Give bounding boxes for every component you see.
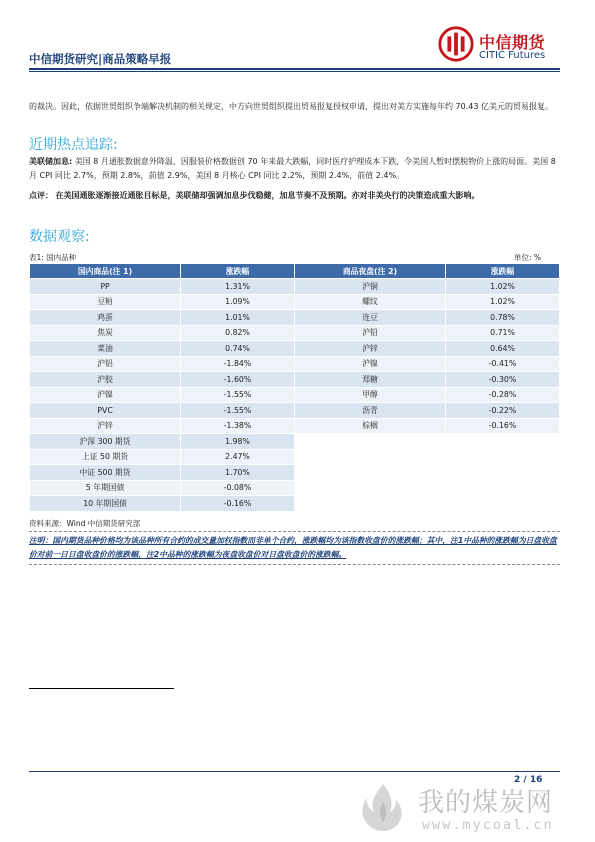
night-change-cell [446,449,560,465]
night-commodity-cell: 甲醇 [294,387,445,403]
table-note: 注明：国内期货品种价格均为该品种所有合约的成交量加权指数而非单个合约，涨跌幅均为该指数收盘价的涨跌幅；其中，注1中品种的涨跌幅为日盘收盘价对前一日日盘收盘价的涨跌幅，注2中品种的涨跌幅为夜盘收盘价对日盘收盘价的涨跌幅。 [29,536,557,559]
citic-futures-logo [437,25,567,65]
domestic-commodity-cell: PP [30,279,181,295]
night-commodity-cell: 连豆 [294,310,445,326]
domestic-change-cell: 1.98% [181,434,295,450]
domestic-commodity-cell: 沪铝 [30,356,181,372]
report-header-title: 中信期货研究|商品策略早报 [29,52,172,66]
night-change-cell: 0.64% [446,341,560,357]
table-unit: 单位: % [514,253,542,262]
night-change-cell [446,480,560,496]
coal-flame-icon [352,780,414,835]
comment-text: 在美国通胀逐渐接近通胀目标是，美联储却强调加息步伐稳健，加息节奏不及预期。亦对非美央行的决策造成重大影响。 [55,191,480,200]
night-change-cell: 1.02% [446,279,560,295]
logo-chinese-name: 中信期货 [479,33,546,52]
night-change-cell: -0.28% [446,387,560,403]
header-rule [29,68,560,70]
night-commodity-cell: 沪镍 [294,356,445,372]
table-row [30,449,560,465]
domestic-change-cell: 0.82% [181,325,295,341]
intro-paragraph: 的裁决。因此，依据世贸组织争端解决机制的相关规定，中方向世贸组织提出贸易报复授权申请，提出对美方实施每年约 70.43 亿美元的贸易报复。 [29,102,553,111]
night-change-cell: 1.02% [446,294,560,310]
night-commodity-cell [294,496,445,512]
domestic-commodity-cell: 菜油 [30,341,181,357]
table-row [30,403,560,419]
night-commodity-cell [294,465,445,481]
watermark-site-name: 我的煤炭网 [418,788,554,818]
night-commodity-cell: 沪铜 [294,279,445,295]
header-rule-thin [29,71,560,72]
table-caption: 表1: 国内品种 [29,253,77,262]
night-change-cell [446,434,560,450]
night-change-cell: 0.78% [446,310,560,326]
table-row [30,294,560,310]
table-row [30,310,560,326]
night-change-cell [446,496,560,512]
table-row [30,418,560,434]
data-source: 资料来源：Wind 中信期货研究部 [29,519,141,528]
domestic-change-cell: -0.08% [181,480,295,496]
header-night-commodity: 商品夜盘(注 2) [294,264,445,279]
table-row [30,325,560,341]
domestic-change-cell: 1.01% [181,310,295,326]
table-row [30,465,560,481]
header-change-2: 涨跌幅 [446,264,560,279]
night-change-cell: 0.71% [446,325,560,341]
domestic-commodity-cell: 10 年期国债 [30,496,181,512]
night-commodity-cell: 沥青 [294,403,445,419]
domestic-commodity-cell: 豆粕 [30,294,181,310]
hot-topic-item [29,155,557,183]
domestic-change-cell: -1.55% [181,387,295,403]
domestic-commodity-cell: 焦炭 [30,325,181,341]
domestic-commodity-cell: 沪镍 [30,387,181,403]
table-note-box [29,531,560,565]
domestic-commodity-cell: 沪深 300 期货 [30,434,181,450]
night-commodity-cell: 郑糖 [294,372,445,388]
hot-topics-heading: 近期热点追踪: [29,137,118,153]
table-row [30,279,560,295]
table-row [30,356,560,372]
domestic-commodity-cell: 沪胶 [30,372,181,388]
domestic-change-cell: -0.16% [181,496,295,512]
table-row [30,480,560,496]
header-change-1: 涨跌幅 [181,264,295,279]
domestic-change-cell: 1.70% [181,465,295,481]
watermark-url: www.mycoal.cn [422,817,554,833]
night-change-cell: -0.16% [446,418,560,434]
footnote-divider [29,688,174,689]
domestic-change-cell: -1.38% [181,418,295,434]
domestic-change-cell: -1.60% [181,372,295,388]
mycoal-watermark [352,772,588,842]
page-number: 2 / 16 [514,775,543,785]
night-commodity-cell [294,449,445,465]
domestic-commodity-cell: 5 年期国债 [30,480,181,496]
night-change-cell: -0.22% [446,403,560,419]
domestic-commodity-cell: PVC [30,403,181,419]
table-header-row [30,264,560,279]
citic-logo-icon [437,25,475,63]
table-row [30,372,560,388]
domestic-commodity-cell: 中证 500 期货 [30,465,181,481]
domestic-change-cell: 0.74% [181,341,295,357]
domestic-change-cell: 2.47% [181,449,295,465]
domestic-change-cell: -1.55% [181,403,295,419]
domestic-commodity-cell: 上证 50 期货 [30,449,181,465]
night-commodity-cell [294,480,445,496]
domestic-change-cell: 1.31% [181,279,295,295]
night-commodity-cell: 沪锌 [294,341,445,357]
night-commodity-cell: 棕榈 [294,418,445,434]
domestic-commodity-cell: 沪锌 [30,418,181,434]
data-observation-heading: 数据观察: [29,229,90,245]
comment-lead: 点评： [29,191,53,200]
night-commodity-cell: 螺纹 [294,294,445,310]
night-change-cell: -0.41% [446,356,560,372]
domestic-futures-table [29,263,560,512]
hot-topic-text: 美国 8 月通胀数据意外降温，因服装价格数据创 70 年来最大跌幅，同时医疗护理成本下跌，令美国人暂时摆脱物价上涨的局面。美国 8 月 CPI 同比 2.7%，预期 2.8%，前值 2.9%，美国 8 月核心 CPI 同比 2.2%，预期 2.4%，前值 2.4%。 [29,157,556,180]
domestic-commodity-cell: 鸡蛋 [30,310,181,326]
night-change-cell: -0.30% [446,372,560,388]
table-row [30,387,560,403]
header-domestic-commodity: 国内商品(注 1) [30,264,181,279]
table-row [30,341,560,357]
night-commodity-cell [294,434,445,450]
logo-english-name: CITIC Futures [479,50,546,61]
table-row [30,434,560,450]
hot-topic-lead: 美联储加息: [29,157,73,166]
hot-topic-comment [29,189,557,203]
domestic-change-cell: -1.84% [181,356,295,372]
table-row [30,496,560,512]
night-commodity-cell: 沪铅 [294,325,445,341]
domestic-change-cell: 1.09% [181,294,295,310]
night-change-cell [446,465,560,481]
